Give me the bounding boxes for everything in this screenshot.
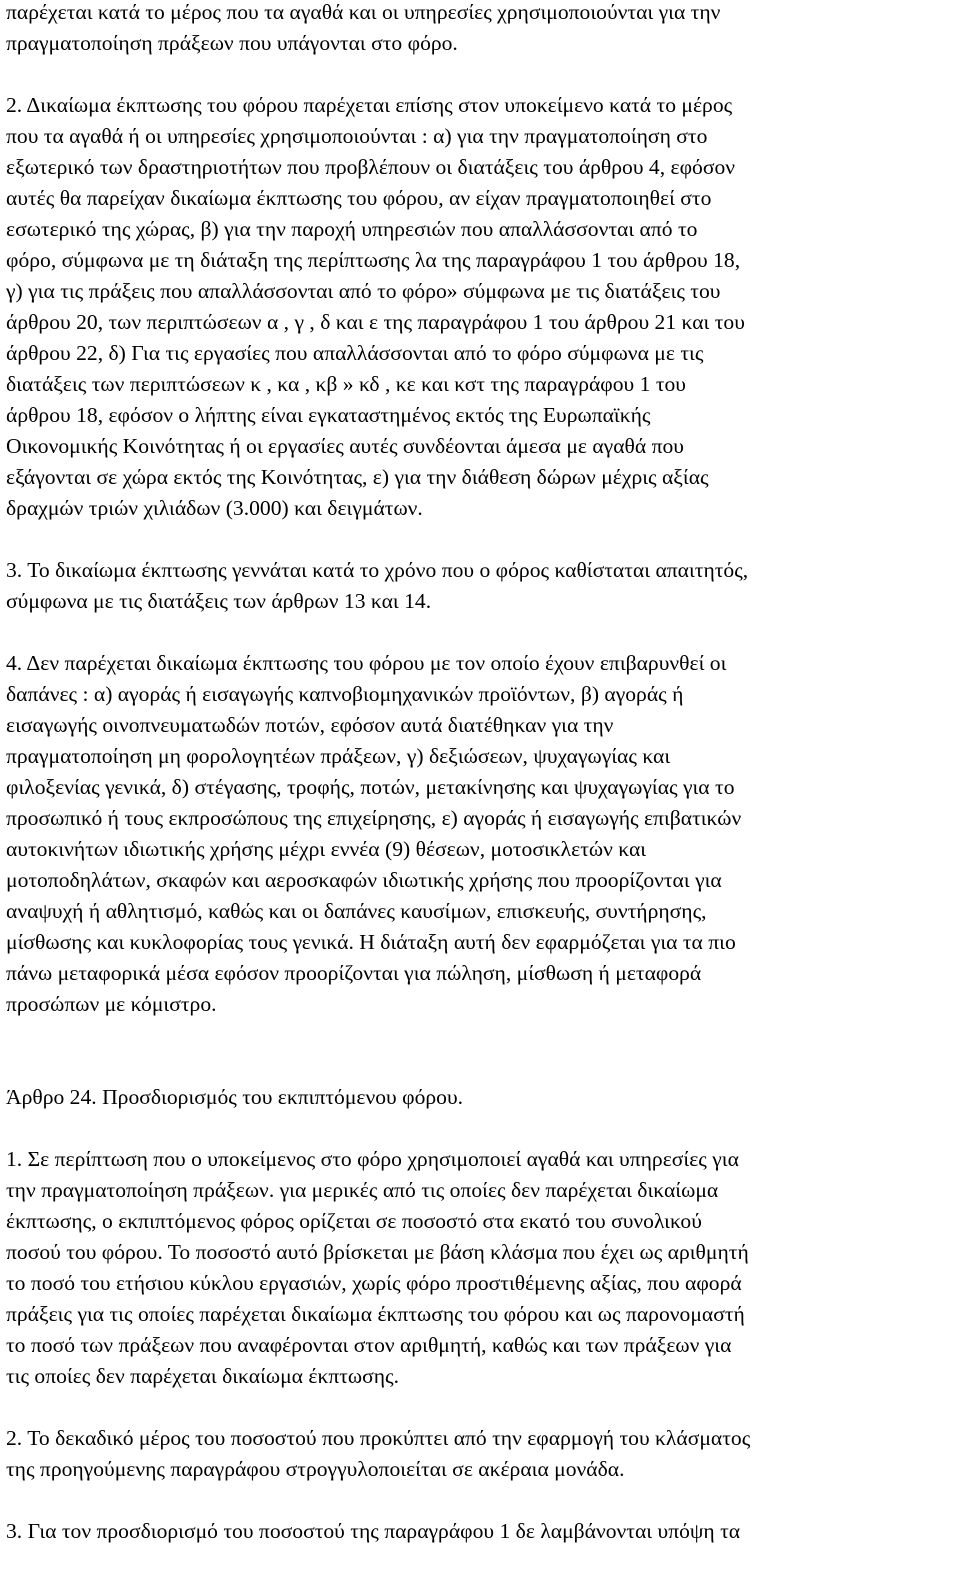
text-line: γ) για τις πράξεις που απαλλάσσονται από το φόρο» σύμφωνα με τις διατάξεις του [6,279,721,303]
text-line: 1. Σε περίπτωση που ο υποκείμενος στο φόρο χρησιμοποιεί αγαθά και υπηρεσίες για [6,1147,739,1171]
text-line: της προηγούμενης παραγράφου στρογγυλοποιείται σε ακέραια μονάδα. [6,1457,625,1481]
text-line: έκπτωσης, ο εκπιπτόμενος φόρος ορίζεται σε ποσοστό στα εκατό του συνολικού [6,1209,702,1233]
text-line: αναψυχή ή αθλητισμό, καθώς και οι δαπάνες καυσίμων, επισκευής, συντήρησης, [6,899,707,923]
text-line: δραχμών τριών χιλιάδων (3.000) και δειγμάτων. [6,496,423,520]
text-line: σύμφωνα με τις διατάξεις των άρθρων 13 και 14. [6,589,432,613]
text-line: αυτές θα παρείχαν δικαίωμα έκπτωσης του φόρου, αν είχαν πραγματοποιηθεί στο [6,186,712,210]
text-line: Οικονομικής Κοινότητας ή οι εργασίες αυτές συνδέονται άμεσα με αγαθά που [6,434,684,458]
text-line: 2. Το δεκαδικό μέρος του ποσοστού που προκύπτει από την εφαρμογή του κλάσματος [6,1426,751,1450]
text-line: δαπάνες : α) αγοράς ή εισαγωγής καπνοβιομηχανικών προϊόντων, β) αγοράς ή [6,682,684,706]
text-line: άρθρου 18, εφόσον ο λήπτης είναι εγκαταστημένος εκτός της Ευρωπαϊκής [6,403,651,427]
text-line: εξωτερικό των δραστηριοτήτων που προβλέπουν οι διατάξεις του άρθρου 4, εφόσον [6,155,736,179]
text-line: που τα αγαθά ή οι υπηρεσίες χρησιμοποιούνται : α) για την πραγματοποίηση στο [6,124,708,148]
text-line: πραγματοποίηση πράξεων που υπάγονται στο φόρο. [6,31,458,55]
text-line: πράξεις για τις οποίες παρέχεται δικαίωμα έκπτωσης του φόρου και ως παρονομαστή [6,1302,745,1326]
article-heading: Άρθρο 24. Προσδιορισμός του εκπιπτόμενου φόρου. [6,1085,464,1109]
text-line: το ποσό των πράξεων που αναφέρονται στον αριθμητή, καθώς και των πράξεων για [6,1333,732,1357]
text-line: 4. Δεν παρέχεται δικαίωμα έκπτωσης του φόρου με τον οποίο έχουν επιβαρυνθεί οι [6,651,727,675]
text-line: παρέχεται κατά το μέρος που τα αγαθά και οι υπηρεσίες χρησιμοποιούνται για την [6,0,721,24]
text-line: προσωπικό ή τους εκπροσώπους της επιχείρησης, ε) αγοράς ή εισαγωγής επιβατικών [6,806,742,830]
text-line: εσωτερικό της χώρας, β) για την παροχή υπηρεσιών που απαλλάσσονται από το [6,217,698,241]
text-line: 2. Δικαίωμα έκπτωσης του φόρου παρέχεται επίσης στον υποκείμενο κατά το μέρος [6,93,733,117]
text-line: ποσού του φόρου. Το ποσοστό αυτό βρίσκεται με βάση κλάσμα που έχει ως αριθμητή [6,1240,749,1264]
text-line: πραγματοποίηση μη φορολογητέων πράξεων, γ) δεξιώσεων, ψυχαγωγίας και [6,744,671,768]
text-line: φιλοξενίας γενικά, δ) στέγασης, τροφής, ποτών, μετακίνησης και ψυχαγωγίας για το [6,775,735,799]
text-line: αυτοκινήτων ιδιωτικής χρήσης μέχρι εννέα (9) θέσεων, μοτοσικλετών και [6,837,647,861]
text-line: 3. Το δικαίωμα έκπτωσης γεννάται κατά το χρόνο που ο φόρος καθίσταται απαιτητός, [6,558,749,582]
text-line: τις οποίες δεν παρέχεται δικαίωμα έκπτωσης. [6,1364,399,1388]
text-line: εξάγονται σε χώρα εκτός της Κοινότητας, ε) για την διάθεση δώρων μέχρις αξίας [6,465,709,489]
text-line: προσώπων με κόμιστρο. [6,992,217,1016]
text-line: άρθρου 20, των περιπτώσεων α , γ , δ και ε της παραγράφου 1 του άρθρου 21 και του [6,310,745,334]
text-line: διατάξεις των περιπτώσεων κ , κα , κβ » κδ , κε και κστ της παραγράφου 1 του [6,372,686,396]
text-line: φόρο, σύμφωνα με τη διάταξη της περίπτωσης λα της παραγράφου 1 του άρθρου 18, [6,248,741,272]
text-line: μοτοποδηλάτων, σκαφών και αεροσκαφών ιδιωτικής χρήσης που προορίζονται για [6,868,722,892]
text-line: άρθρου 22, δ) Για τις εργασίες που απαλλάσσονται από το φόρο σύμφωνα με τις [6,341,704,365]
text-line: πάνω μεταφορικά μέσα εφόσον προορίζονται για πώληση, μίσθωση ή μεταφορά [6,961,702,985]
text-line: εισαγωγής οινοπνευματωδών ποτών, εφόσον αυτά διατέθηκαν για την [6,713,614,737]
text-line: την πραγματοποίηση πράξεων. για μερικές από τις οποίες δεν παρέχεται δικαίωμα [6,1178,719,1202]
text-line: 3. Για τον προσδιορισμό του ποσοστού της παραγράφου 1 δε λαμβάνονται υπόψη τα [6,1519,741,1543]
text-line: μίσθωσης και κυκλοφορίας τους γενικά. Η διάταξη αυτή δεν εφαρμόζεται για τα πιο [6,930,736,954]
text-line: το ποσό του ετήσιου κύκλου εργασιών, χωρίς φόρο προστιθέμενης αξίας, που αφορά [6,1271,742,1295]
